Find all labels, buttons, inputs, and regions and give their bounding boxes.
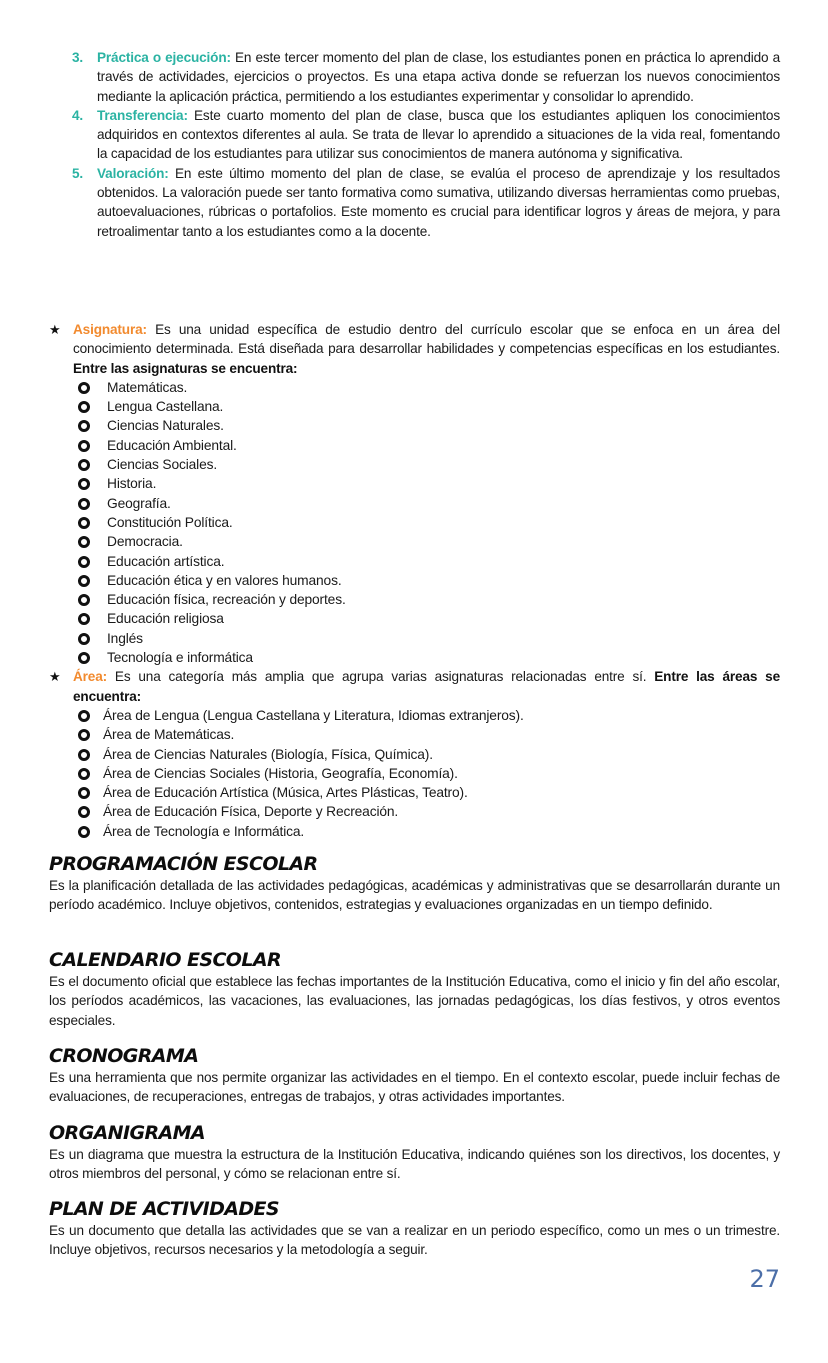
- item-text: Educación Ambiental.: [107, 437, 237, 453]
- item-text: Historia.: [107, 476, 157, 492]
- item-text: Constitución Política.: [107, 514, 233, 530]
- circle-bullet-icon: [78, 575, 90, 587]
- list-item: [78, 378, 780, 397]
- item-text: Este cuarto momento del plan de clase, busca que los estudiantes apliquen los conocimientos adquiridos en contextos diferentes al aula. Se trata de llevar lo aprendido a situaciones de la vida real, fomentando la capacidad de los estudiantes para utilizar sus conocimientos de manera autónoma y significativa.: [97, 107, 780, 162]
- circle-bullet-icon: [78, 768, 90, 780]
- circle-bullet-icon: [78, 459, 90, 471]
- section-heading: CRONOGRAMA: [49, 1045, 199, 1067]
- list-item: [78, 455, 780, 474]
- item-label: Valoración:: [97, 165, 169, 181]
- area-label: Área:: [73, 669, 108, 685]
- item-text: Área de Educación Artística (Música, Artes Plásticas, Teatro).: [103, 785, 468, 801]
- circle-bullet-icon: [78, 749, 90, 761]
- circle-bullet-icon: [78, 806, 90, 818]
- section-body: Es un documento que detalla las actividades que se van a realizar en un periodo específico, como un mes o un trimestre. Incluye objetivos, recursos necesarios y la metodología a seguir.: [49, 1223, 780, 1258]
- section-body: Es la planificación detallada de las actividades pedagógicas, académicas y administrativas que se desarrollarán durante un período académico. Incluye objetivos, contenidos, estrategias y evaluaciones organizadas en un tiempo definido.: [49, 878, 780, 913]
- section-heading: PROGRAMACIÓN ESCOLAR: [49, 853, 318, 875]
- section-cronograma: [49, 1044, 780, 1107]
- section-programacion-escolar: [49, 852, 780, 915]
- asignatura-intro: Entre las asignaturas se encuentra:: [73, 360, 298, 376]
- item-text: Área de Matemáticas.: [103, 727, 235, 743]
- area-text: Es una categoría más amplia que agrupa varias asignaturas relacionadas entre sí.: [107, 669, 655, 685]
- item-text: Lengua Castellana.: [107, 399, 224, 415]
- circle-bullet-icon: [78, 382, 90, 394]
- plan-moments-list: [72, 48, 780, 241]
- list-item: [78, 397, 780, 416]
- list-item: [78, 571, 780, 590]
- item-text: Educación ética y en valores humanos.: [107, 572, 342, 588]
- list-item: [78, 590, 780, 609]
- list-item: [78, 416, 780, 435]
- circle-bullet-icon: [78, 710, 90, 722]
- circle-bullet-icon: [78, 729, 90, 741]
- item-label: Transferencia:: [97, 107, 188, 123]
- list-item: [78, 609, 780, 628]
- area-definition: [49, 667, 780, 841]
- star-bullet-icon: ★: [49, 669, 61, 685]
- circle-bullet-icon: [78, 633, 90, 645]
- list-item: [78, 802, 780, 821]
- circle-bullet-icon: [78, 652, 90, 664]
- circle-bullet-icon: [78, 478, 90, 490]
- section-body: Es un diagrama que muestra la estructura de la Institución Educativa, indicando quiénes son los directivos, los docentes, y otros miembros del personal, y cómo se relacionan entre sí.: [49, 1147, 780, 1182]
- item-text: Democracia.: [107, 534, 183, 550]
- list-item: [78, 745, 780, 764]
- asignaturas-list: [73, 378, 780, 667]
- list-item: [78, 725, 780, 744]
- list-item: [78, 494, 780, 513]
- item-text: Área de Tecnología e Informática.: [103, 823, 305, 839]
- circle-bullet-icon: [78, 594, 90, 606]
- circle-bullet-icon: [78, 536, 90, 548]
- list-item: [78, 764, 780, 783]
- list-item-valoracion: [72, 164, 780, 241]
- list-item-practica: [72, 48, 780, 106]
- item-text: Ciencias Naturales.: [107, 418, 224, 434]
- asignatura-definition: [49, 320, 780, 667]
- section-plan-de-actividades: [49, 1197, 780, 1260]
- page-number: 27: [749, 1265, 780, 1293]
- section-body: Es una herramienta que nos permite organizar las actividades en el tiempo. En el contexto escolar, puede incluir fechas de evaluaciones, de recuperaciones, entregas de trabajos, y otras actividades importantes.: [49, 1070, 780, 1105]
- item-text: Educación física, recreación y deportes.: [107, 592, 346, 608]
- list-item: [78, 648, 780, 667]
- list-item: [78, 513, 780, 532]
- section-organigrama: [49, 1121, 780, 1184]
- circle-bullet-icon: [78, 787, 90, 799]
- item-number: 3.: [72, 50, 84, 65]
- list-item: [78, 474, 780, 493]
- list-item: [78, 436, 780, 455]
- item-text: Tecnología e informática: [107, 650, 253, 666]
- area-intro: Entre las áreas se encuentra:: [73, 669, 780, 704]
- list-item: [78, 552, 780, 571]
- circle-bullet-icon: [78, 401, 90, 413]
- item-label: Práctica o ejecución:: [97, 50, 231, 65]
- circle-bullet-icon: [78, 613, 90, 625]
- circle-bullet-icon: [78, 517, 90, 529]
- circle-bullet-icon: [78, 420, 90, 432]
- list-item: [78, 783, 780, 802]
- section-heading: ORGANIGRAMA: [49, 1122, 205, 1144]
- item-text: Área de Ciencias Naturales (Biología, Física, Química).: [103, 746, 433, 762]
- item-text: En este último momento del plan de clase, se evalúa el proceso de aprendizaje y los resultados obtenidos. La valoración puede ser tanto formativa como sumativa, utilizando diversas herramientas como pruebas, autoevaluaciones, rúbricas o portafolios. Este momento es crucial para identificar logros y áreas de mejora, y para retroalimentar tanto a los estudiantes como a la docente.: [97, 165, 780, 239]
- asignatura-text: Es una unidad específica de estudio dentro del currículo escolar que se enfoca en un área del conocimiento determinada. Está diseñada para desarrollar habilidades y competencias específicas en los estudiantes.: [73, 322, 780, 357]
- item-text: Educación religiosa: [107, 611, 224, 627]
- item-text: Inglés: [107, 630, 143, 646]
- item-number: 4.: [72, 107, 84, 123]
- list-item: [78, 822, 780, 841]
- areas-list: [73, 706, 780, 841]
- list-item: [78, 706, 780, 725]
- list-item-transferencia: [72, 106, 780, 164]
- item-text: Ciencias Sociales.: [107, 457, 218, 473]
- item-text: Educación artística.: [107, 553, 225, 569]
- circle-bullet-icon: [78, 440, 90, 452]
- item-text: Área de Lengua (Lengua Castellana y Literatura, Idiomas extranjeros).: [103, 707, 524, 723]
- item-text: Área de Educación Física, Deporte y Recreación.: [103, 804, 399, 820]
- section-heading: PLAN DE ACTIVIDADES: [49, 1198, 279, 1220]
- circle-bullet-icon: [78, 498, 90, 510]
- list-item: [78, 629, 780, 648]
- item-text: Área de Ciencias Sociales (Historia, Geografía, Economía).: [103, 765, 458, 781]
- asignatura-block: [49, 320, 780, 841]
- item-number: 5.: [72, 165, 84, 181]
- list-item: [78, 532, 780, 551]
- section-heading: CALENDARIO ESCOLAR: [49, 949, 281, 971]
- item-text: Matemáticas.: [107, 379, 188, 395]
- item-text: Geografía.: [107, 495, 171, 511]
- circle-bullet-icon: [78, 826, 90, 838]
- section-calendario-escolar: [49, 948, 780, 1030]
- section-body: Es el documento oficial que establece las fechas importantes de la Institución Educativa, como el inicio y fin del año escolar, los períodos académicos, las vacaciones, las evaluaciones, las jornadas pedagógicas, los días festivos, y otros eventos especiales.: [49, 974, 780, 1028]
- asignatura-label: Asignatura:: [73, 322, 147, 337]
- item-text: En este tercer momento del plan de clase, los estudiantes ponen en práctica lo aprendido a través de actividades, ejercicios o proyectos. Es una etapa activa donde se refuerzan los nuevos conocimientos mediante la aplicación práctica, permitiendo a los estudiantes experimentar y consolidar lo aprendido.: [97, 50, 780, 104]
- circle-bullet-icon: [78, 556, 90, 568]
- star-bullet-icon: ★: [49, 322, 61, 337]
